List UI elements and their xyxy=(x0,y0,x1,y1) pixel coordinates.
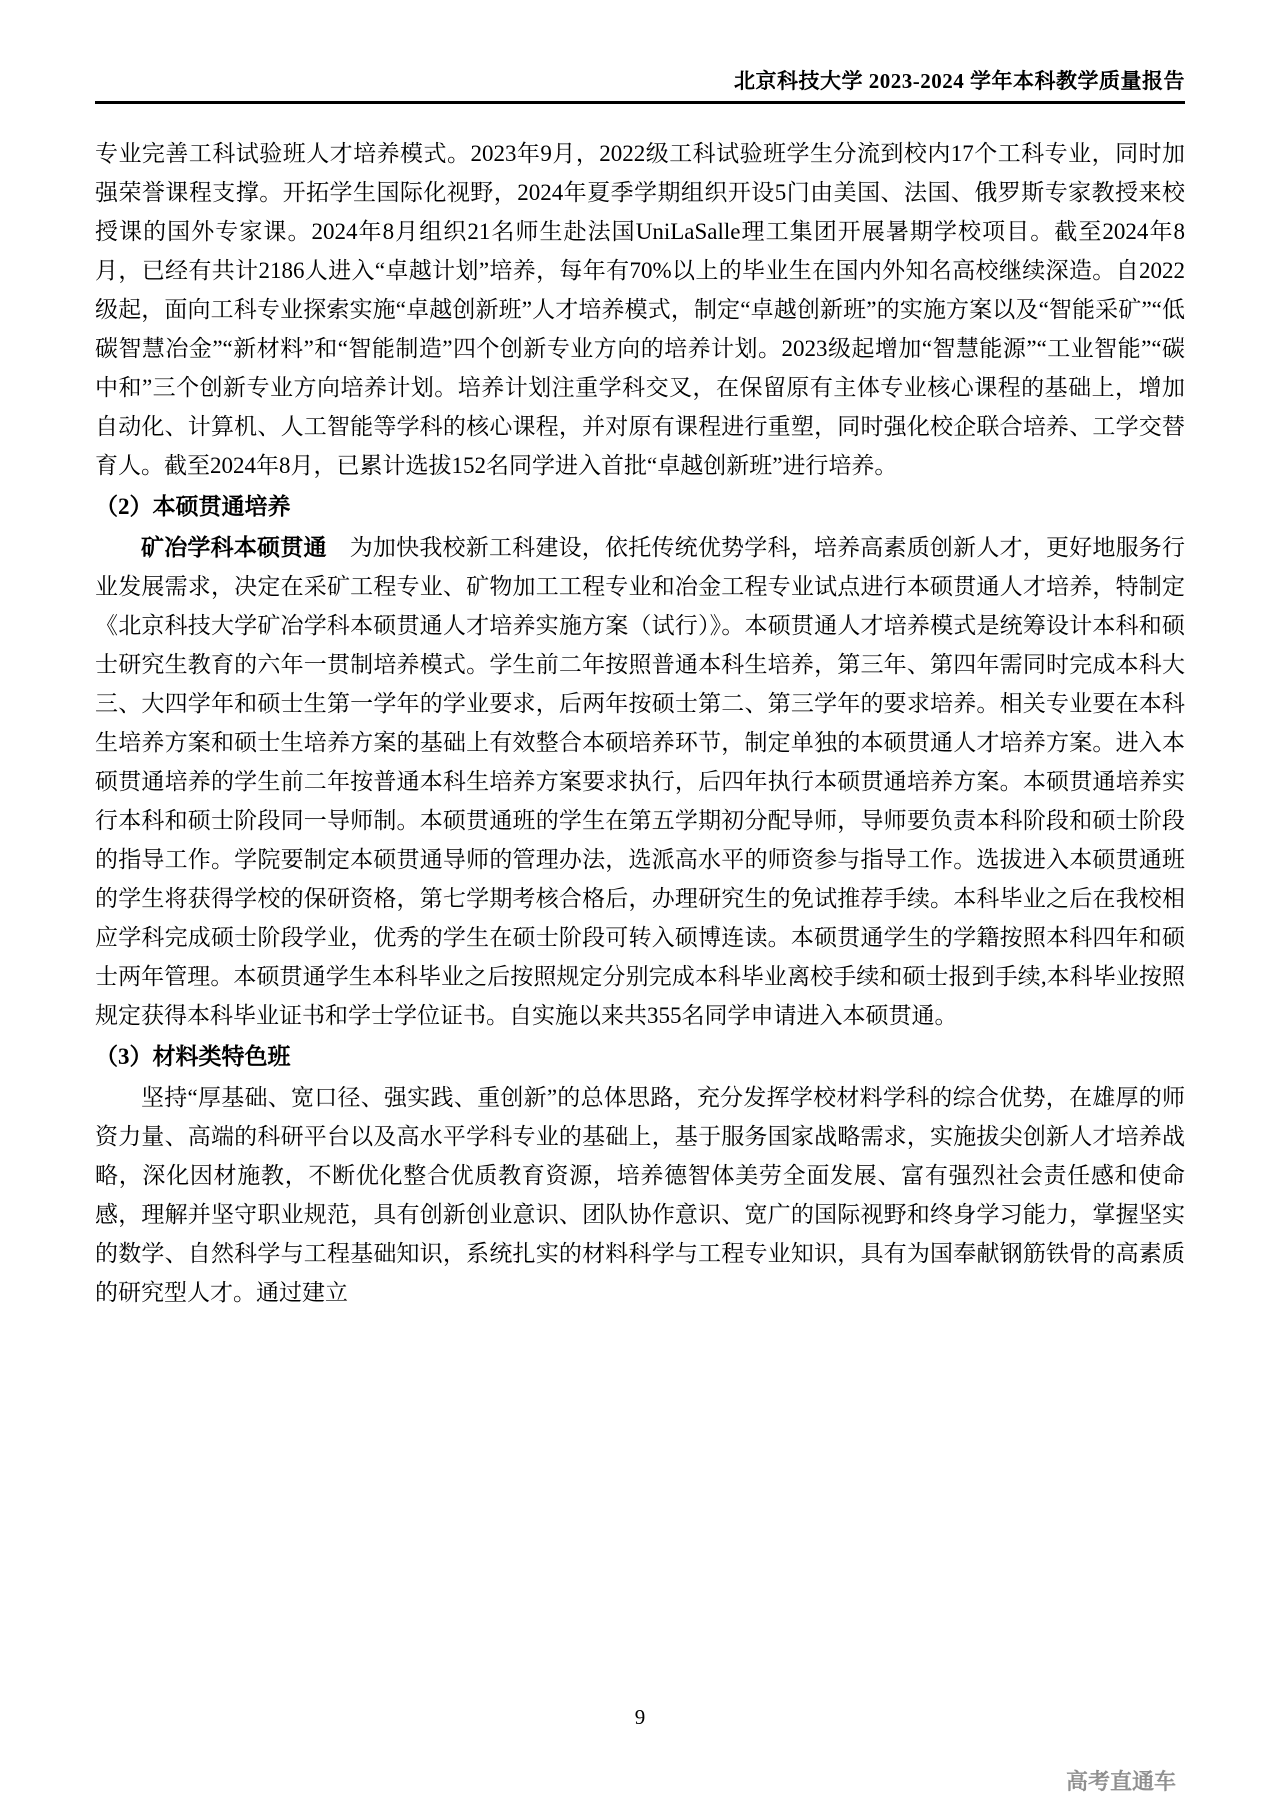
paragraph-lead-bold: 矿冶学科本硕贯通 xyxy=(141,535,327,560)
paragraph-materials-special-class: 坚持“厚基础、宽口径、强实践、重创新”的总体思路，充分发挥学校材料学科的综合优势，在雄厚的师资力量、高端的科研平台以及高水平学科专业的基础上，基于服务国家战略需求，实施拔尖创新人才培养战略，深化因材施教，不断优化整合优质教育资源，培养德智体美劳全面发展、富有强烈社会责任感和使命感，理解并坚守职业规范，具有创新创业意识、团队协作意识、宽广的国际视野和终身学习能力，掌握坚实的数学、自然科学与工程基础知识，系统扎实的材料科学与工程专业知识，具有为国奉献钢筋铁骨的高素质的研究型人才。通过建立 xyxy=(95,1085,1185,1305)
page-header xyxy=(95,68,1185,104)
document-body xyxy=(95,134,1185,1312)
paragraph-bachelor-master-program xyxy=(95,528,1185,1035)
report-header-title: 北京科技大学 2023-2024 学年本科教学质量报告 xyxy=(734,69,1185,93)
paragraph-engineering-trial-class: 专业完善工科试验班人才培养模式。2023年9月，2022级工科试验班学生分流到校内17个工科专业，同时加强荣誉课程支撑。开拓学生国际化视野，2024年夏季学期组织开设5门由美国、法国、俄罗斯专家教授来校授课的国外专家课。2024年8月组织21名师生赴法国UniLaSalle理工集团开展暑期学校项目。截至2024年8月，已经有共计2186人进入“卓越计划”培养，每年有70%以上的毕业生在国内外知名高校继续深造。自2022级起，面向工科专业探索实施“卓越创新班”人才培养模式，制定“卓越创新班”的实施方案以及“智能采矿”“低碳智慧冶金”“新材料”和“智能制造”四个创新专业方向的培养计划。2023级起增加“智慧能源”“工业智能”“碳中和”三个创新专业方向培养计划。培养计划注重学科交叉，在保留原有主体专业核心课程的基础上，增加自动化、计算机、人工智能等学科的核心课程，并对原有课程进行重塑，同时强化校企联合培养、工学交替育人。截至2024年8月，已累计选拔152名同学进入首批“卓越创新班”进行培养。 xyxy=(95,141,1185,478)
heading-materials-special-class: （3）材料类特色班 xyxy=(95,1044,291,1069)
heading-bachelor-master-program: （2）本硕贯通培养 xyxy=(95,494,291,519)
page-number: 9 xyxy=(634,1705,646,1729)
header-rule xyxy=(95,101,1185,104)
watermark-text: 高考直通车 xyxy=(1065,1769,1176,1794)
paragraph-bachelor-master-body: 为加快我校新工科建设，依托传统优势学科，培养高素质创新人才，更好地服务行业发展需求，决定在采矿工程专业、矿物加工工程专业和冶金工程专业试点进行本硕贯通人才培养，特制定《北京科技大学矿冶学科本硕贯通人才培养实施方案（试行）》。本硕贯通人才培养模式是统筹设计本科和硕士研究生教育的六年一贯制培养模式。学生前二年按照普通本科生培养，第三年、第四年需同时完成本科大三、大四学年和硕士生第一学年的学业要求，后两年按硕士第二、第三学年的要求培养。相关专业要在本科生培养方案和硕士生培养方案的基础上有效整合本硕培养环节，制定单独的本硕贯通人才培养方案。进入本硕贯通培养的学生前二年按普通本科生培养方案要求执行，后四年执行本硕贯通培养方案。本硕贯通培养实行本科和硕士阶段同一导师制。本硕贯通班的学生在第五学期初分配导师，导师要负责本科阶段和硕士阶段的指导工作。学院要制定本硕贯通导师的管理办法，选派高水平的师资参与指导工作。选拔进入本硕贯通班的学生将获得学校的保研资格，第七学期考核合格后，办理研究生的免试推荐手续。本科毕业之后在我校相应学科完成硕士阶段学业，优秀的学生在硕士阶段可转入硕博连读。本硕贯通学生的学籍按照本科四年和硕士两年管理。本硕贯通学生本科毕业之后按照规定分别完成本科毕业离校手续和硕士报到手续,本科毕业按照规定获得本科毕业证书和学士学位证书。自实施以来共355名同学申请进入本硕贯通。 xyxy=(95,535,1186,1028)
